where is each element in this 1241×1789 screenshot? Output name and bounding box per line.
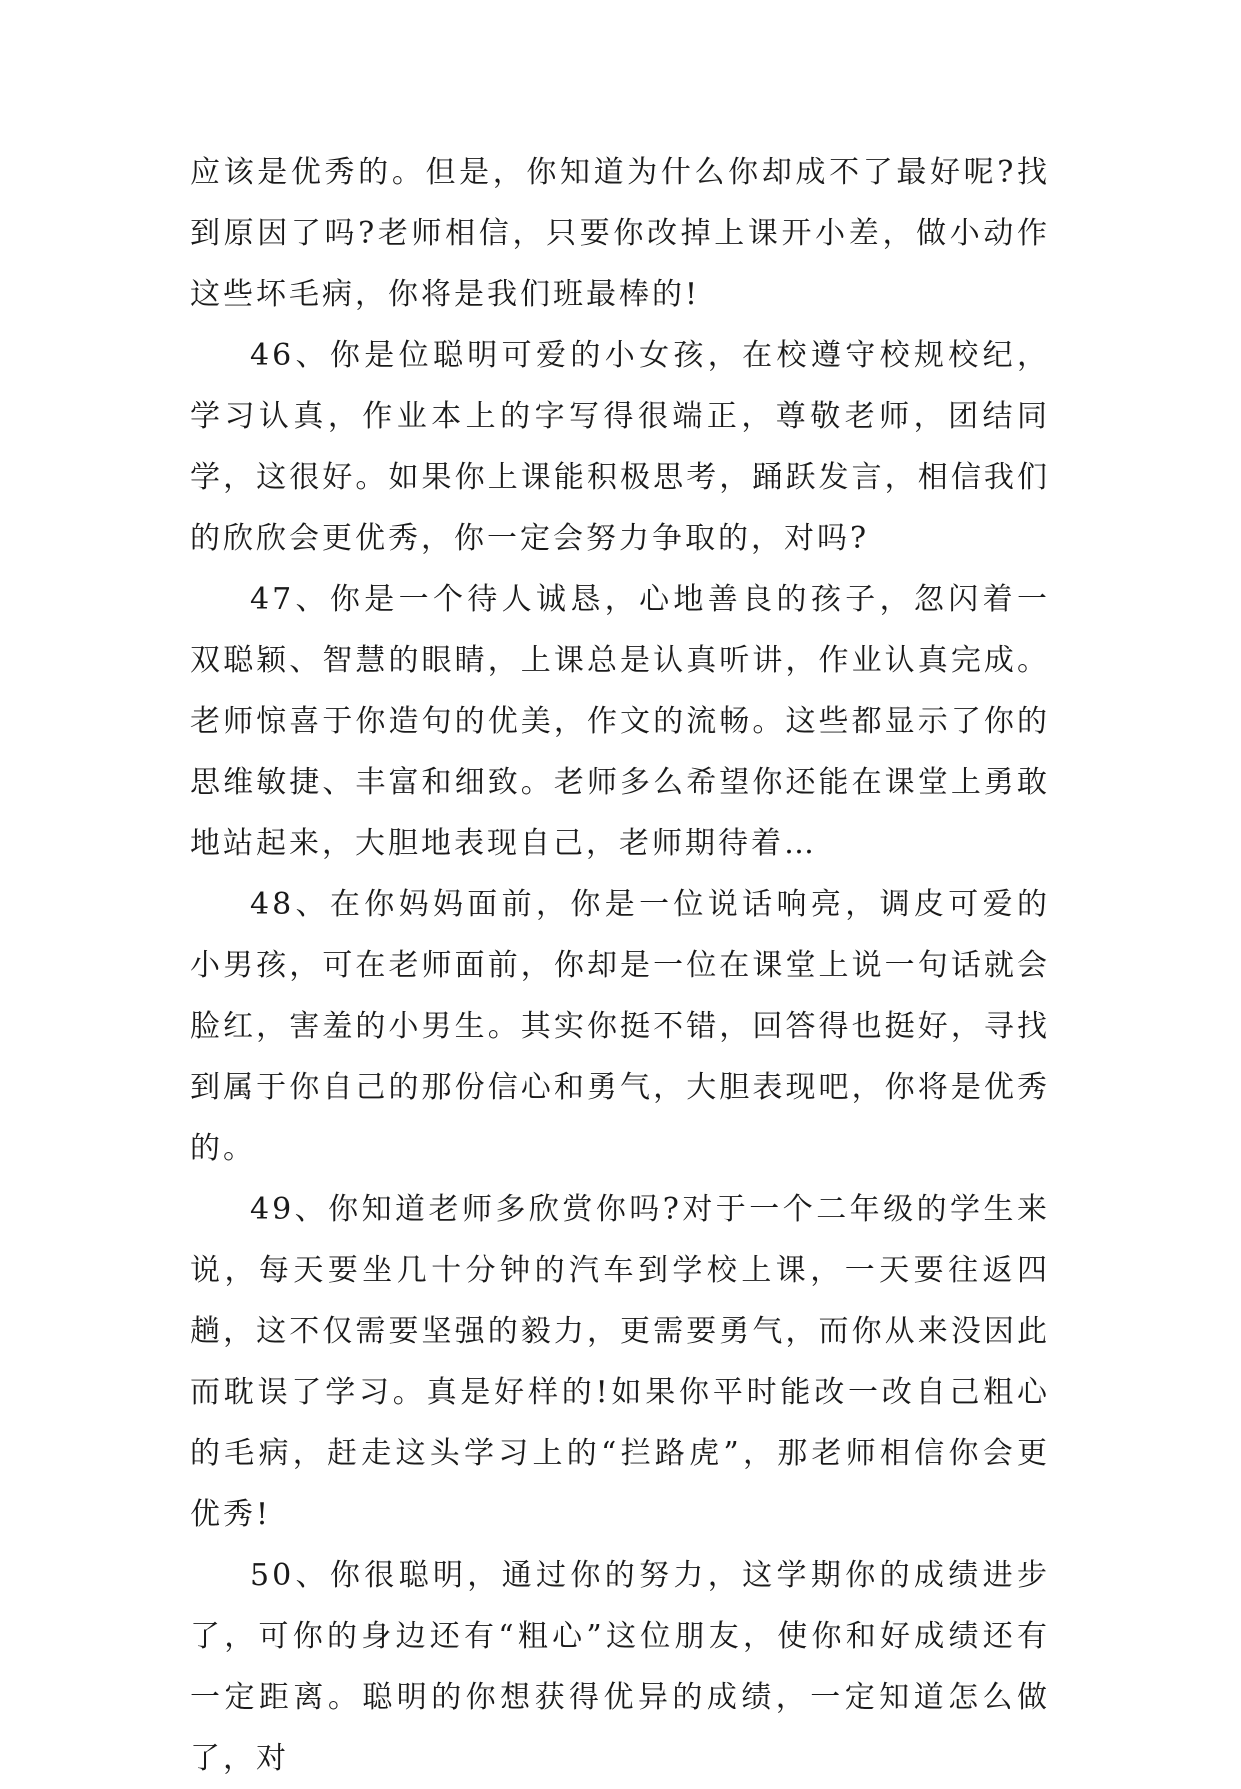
- document-page: [190, 142, 1050, 1789]
- paragraph-47: 47、你是一个待人诚恳，心地善良的孩子，忽闪着一双聪颖、智慧的眼睛，上课总是认真听讲，作业认真完成。老师惊喜于你造句的优美，作文的流畅。这些都显示了你的思维敏捷、丰富和细致。老师多么希望你还能在课堂上勇敢地站起来，大胆地表现自己，老师期待着…: [190, 582, 1050, 861]
- paragraph-continuation: 应该是优秀的。但是，你知道为什么你却成不了最好呢?找到原因了吗?老师相信，只要你改掉上课开小差，做小动作这些坏毛病，你将是我们班最棒的!: [190, 155, 1050, 312]
- paragraph-49: 49、你知道老师多欣赏你吗?对于一个二年级的学生来说，每天要坐几十分钟的汽车到学校上课，一天要往返四趟，这不仅需要坚强的毅力，更需要勇气，而你从来没因此而耽误了学习。真是好样的!如果你平时能改一改自己粗心的毛病，赶走这头学习上的“拦路虎”，那老师相信你会更优秀!: [190, 1192, 1050, 1532]
- paragraph-50: 50、你很聪明，通过你的努力，这学期你的成绩进步了，可你的身边还有“粗心”这位朋友，使你和好成绩还有一定距离。聪明的你想获得优异的成绩，一定知道怎么做了，对: [190, 1558, 1050, 1776]
- paragraph-48: 48、在你妈妈面前，你是一位说话响亮，调皮可爱的小男孩，可在老师面前，你却是一位在课堂上说一句话就会脸红，害羞的小男生。其实你挺不错，回答得也挺好，寻找到属于你自己的那份信心和勇气，大胆表现吧，你将是优秀的。: [190, 887, 1050, 1166]
- paragraph-46: 46、你是位聪明可爱的小女孩，在校遵守校规校纪，学习认真，作业本上的字写得很端正，尊敬老师，团结同学，这很好。如果你上课能积极思考，踊跃发言，相信我们的欣欣会更优秀，你一定会努力争取的，对吗?: [190, 338, 1050, 556]
